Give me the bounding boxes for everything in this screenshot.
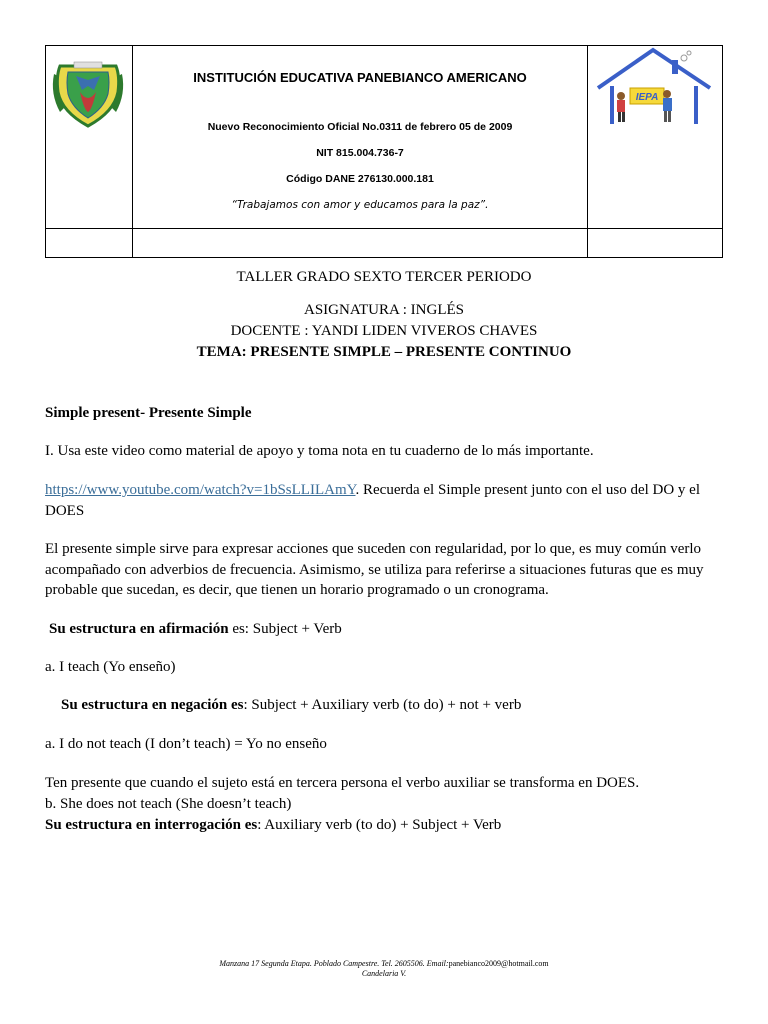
workshop-title: TALLER GRADO SEXTO TERCER PERIODO [236,269,532,285]
negation-label: Su estructura en negación es [61,697,244,713]
section-heading: Simple present- Presente Simple [45,405,252,421]
iepa-logo-text: IEPA [635,92,659,103]
instruction-paragraph: I. Usa este video como material de apoyo y toma nota en tu cuaderno de lo más importante. [45,443,594,459]
footer-address [0,959,768,969]
negation-example: a. I do not teach (I don’t teach) = Yo no enseño [45,736,327,752]
affirmation-structure [49,619,729,640]
footer-city-text: Candelaria V. [361,969,407,978]
dane-line: Código DANE 276130.000.181 [286,172,434,185]
interrogation-formula: : Auxiliary verb (to do) + Subject + Verb [257,817,502,833]
header-info-cell [133,46,588,229]
teacher-line: DOCENTE : YANDI LIDEN VIVEROS CHAVES [230,323,538,339]
explanation-paragraph: El presente simple sirve para expresar acciones que suceden con regularidad, por lo que, es muy común verlo acompañado con adverbios de frecuencia. Asimismo, se utiliza para referirse a situaciones futuras que es muy probable que sucedan, es decir, que tienen un horario programado o un cronograma. [45,541,704,598]
iepa-house-logo-icon [588,46,722,223]
footer-address-text: Manzana 17 Segunda Etapa. Poblado Campestre. Tel. 2605506. Email: [219,959,449,968]
header-empty-cell-mid [133,229,588,258]
header-right-logo-cell [588,46,723,229]
subject-line: ASIGNATURA : INGLÉS [303,302,464,318]
header-empty-cell-left [46,229,133,258]
affirmation-label: Su estructura en afirmación [49,621,229,637]
motto-line: “Trabajamos con amor y educamos para la paz”. [231,198,489,211]
header-table [45,45,723,258]
affirmation-formula: es: Subject + Verb [228,621,342,637]
footer-email: panebianco2009@hotmail.com [448,959,549,968]
interrogation-label: Su estructura en interrogación es [45,817,258,833]
interrogation-structure [45,815,725,836]
third-person-note: Ten presente que cuando el sujeto está en tercera persona el verbo auxiliar se transforma en DOES. [45,775,640,791]
third-person-example: b. She does not teach (She doesn’t teach) [45,796,292,812]
negation-structure [61,695,741,716]
footer-city [0,969,768,979]
topic-line: TEMA: PRESENTE SIMPLE – PRESENTE CONTINUO [196,344,572,360]
header-logo-cell [46,46,133,229]
video-paragraph-text: . Recuerda el Simple present junto con el uso del DO y el DOES [45,482,701,519]
recognition-line: Nuevo Reconocimiento Oficial No.0311 de febrero 05 de 2009 [207,120,513,133]
header-empty-cell-right [588,229,723,258]
video-link[interactable]: https://www.youtube.com/watch?v=1bSsLLILAmY [45,482,356,498]
school-crest-icon [46,46,132,223]
nit-line: NIT 815.004.736-7 [316,146,404,159]
institution-name: INSTITUCIÓN EDUCATIVA PANEBIANCO AMERICANO [193,69,527,85]
video-paragraph [45,480,725,521]
affirmation-example: a. I teach (Yo enseño) [45,659,176,675]
negation-formula: : Subject + Auxiliary verb (to do) + not + verb [243,697,522,713]
